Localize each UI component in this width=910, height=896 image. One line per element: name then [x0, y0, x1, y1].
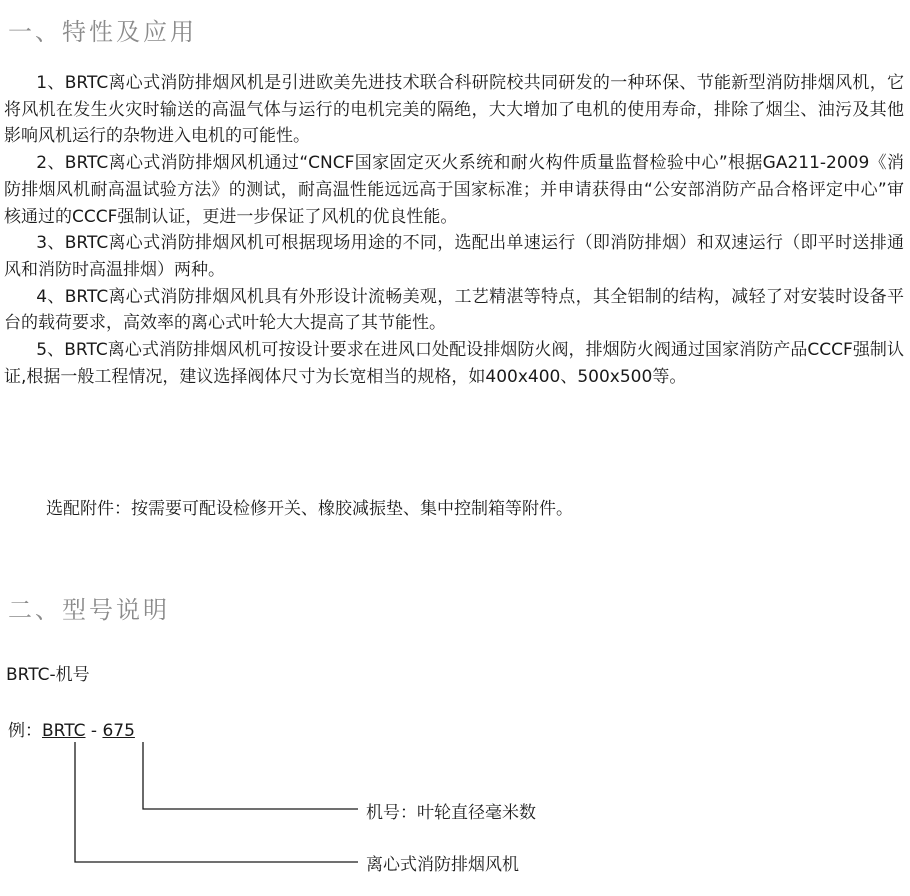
section-title-features: 一、特性及应用: [8, 18, 197, 46]
paragraph-5: 5、BRTC离心式消防排烟风机可按设计要求在进风口处配设排烟防火阀，排烟防火阀通过国家消防产品CCCF强制认证,根据一般工程情况，建议选择阀体尺寸为长宽相当的规格，如400x400、500x500等。: [4, 340, 904, 387]
type-label: 离心式消防排烟风机: [366, 855, 519, 875]
section-title-model: 二、型号说明: [8, 596, 170, 624]
example-size: 675: [102, 721, 135, 741]
paragraph-3: 3、BRTC离心式消防排烟风机可根据现场用途的不同，选配出单速运行（即消防排烟）和双速运行（即平时送排通风和消防时高温排烟）两种。: [4, 233, 904, 280]
size-label: 机号：叶轮直径毫米数: [366, 803, 536, 823]
type-leader-line: [75, 742, 358, 862]
paragraph-1: 1、BRTC离心式消防排烟风机是引进欧美先进技术联合科研院校共同研发的一种环保、节能新型消防排烟风机，它将风机在发生火灾时输送的高温气体与运行的电机完美的隔绝，大大增加了电机的使用寿命，排除了烟尘、油污及其他影响风机运行的杂物进入电机的可能性。: [4, 73, 904, 147]
paragraph-4: 4、BRTC离心式消防排烟风机具有外形设计流畅美观，工艺精湛等特点，其全铝制的结构，减轻了对安装时设备平台的载荷要求，高效率的离心式叶轮大大提高了其节能性。: [4, 286, 904, 334]
model-format: BRTC-机号: [6, 665, 90, 685]
example-series: BRTC: [42, 721, 86, 741]
example-dash: -: [85, 721, 103, 741]
features-paragraphs: [4, 70, 904, 390]
accessories-text: 选配附件：按需要可配设检修开关、橡胶减振垫、集中控制箱等附件。: [46, 499, 573, 519]
paragraph-2: 2、BRTC离心式消防排烟风机通过“CNCF国家固定灭火系统和耐火构件质量监督检验中心”根据GA211-2009《消防排烟风机耐高温试验方法》的测试，耐高温性能远远高于国家标准；并申请获得由“公安部消防产品合格评定中心”审核通过的CCCF强制认证，更进一步保证了风机的优良性能。: [4, 153, 904, 227]
model-example: [8, 716, 135, 741]
example-prefix: 例：: [8, 721, 42, 741]
size-leader-line: [143, 742, 358, 809]
